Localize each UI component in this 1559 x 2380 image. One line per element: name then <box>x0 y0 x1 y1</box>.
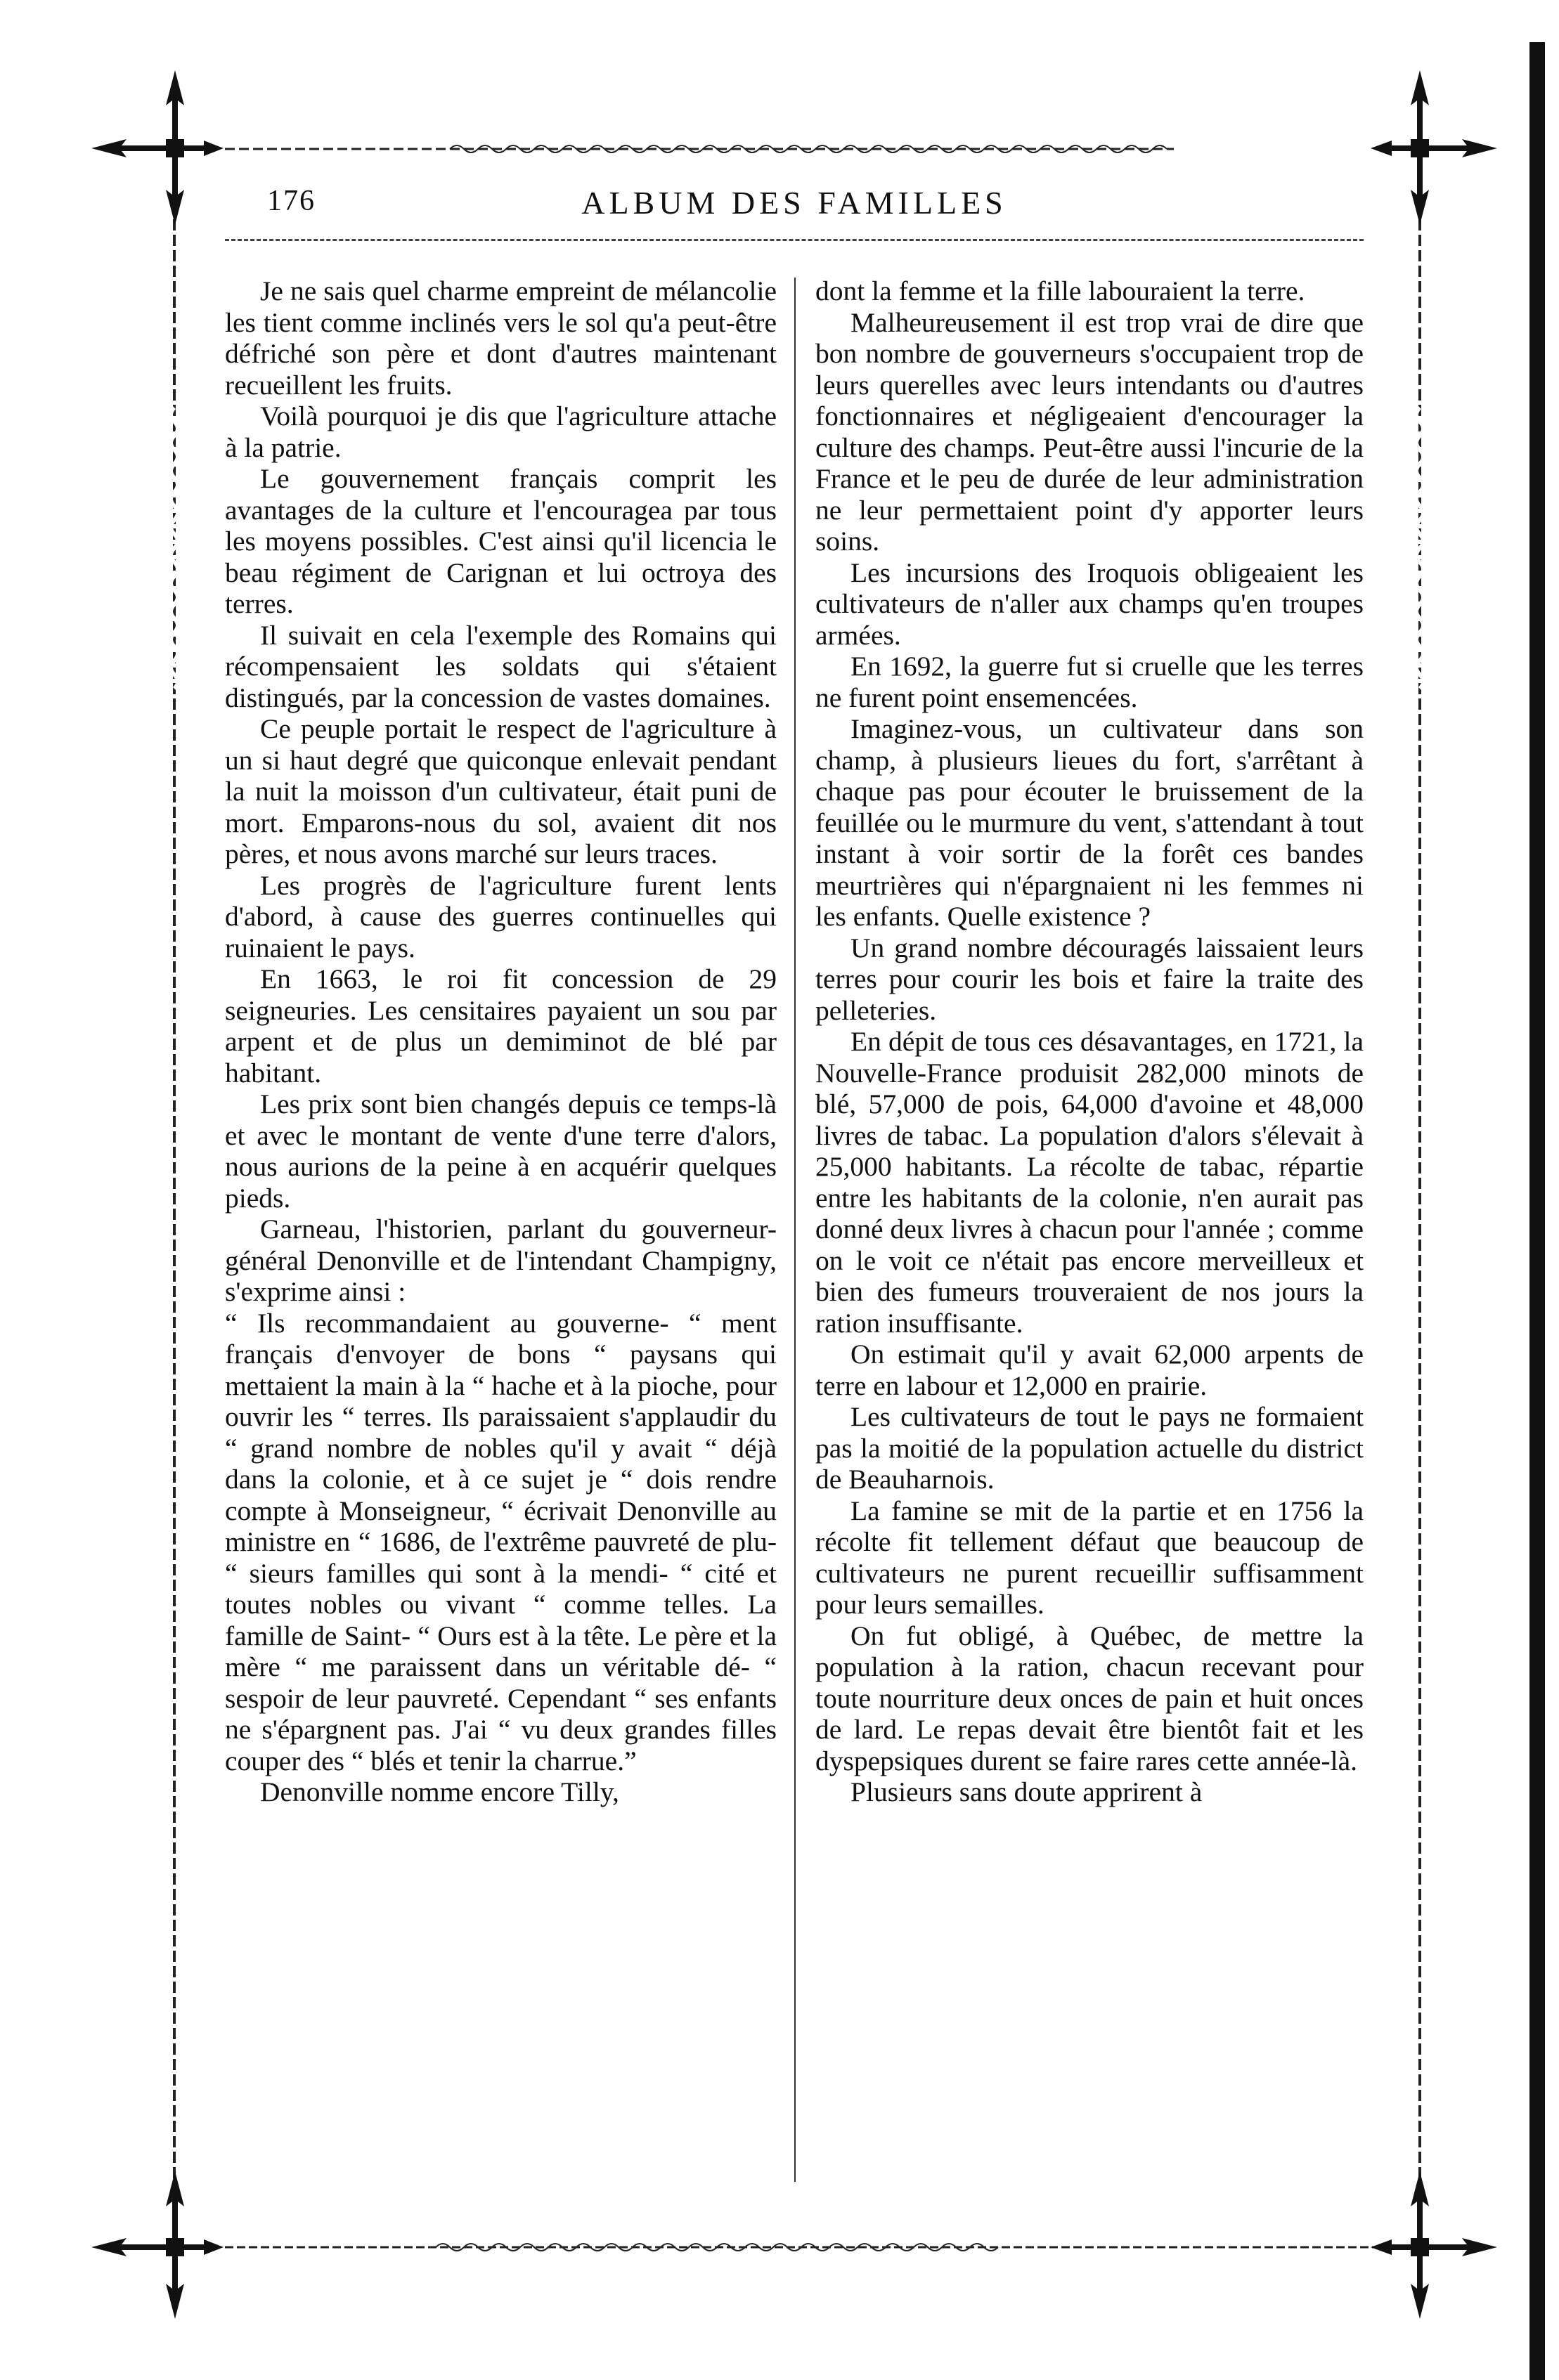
paragraph: En dépit de tous ces désavantages, en 1721, la Nouvelle-France produisit 282,000 minots de blé, 57,000 de pois, 64,000 d'avoine et 48,000 livres de tabac. La population d'alors s'élevait à 25,000 habitants. La récolte de tabac, répartie entre les habitants de la colonie, n'en aurait pas donné deux livres à chacun pour l'année ; comme on le voit ce n'était pas encore merveilleux et bien des fumeurs trouveraient de nos jours la ration insuffisante. <box>815 1026 1364 1339</box>
paragraph: Les incursions des Iroquois obligeaient les cultivateurs de n'aller aux champs qu'en troupes armées. <box>815 557 1364 651</box>
paragraph: Les progrès de l'agriculture furent lents d'abord, à cause des guerres continuelles qui ruinaient le pays. <box>225 869 777 963</box>
paragraph: On fut obligé, à Québec, de mettre la population à la ration, chacun recevant pour toute nourriture deux onces de pain et huit onces de lard. Le repas devait être bientôt fait et les dyspepsiques durent se faire rares cette année-là. <box>815 1620 1364 1776</box>
paragraph: Il suivait en cela l'exemple des Romains qui récompensaient les soldats qui s'étaient distingués, par la concession de vastes domaines. <box>225 619 777 713</box>
paragraph: Un grand nombre découragés laissaient leurs terres pour courir les bois et faire la traite des pelleteries. <box>815 932 1364 1026</box>
paragraph: Garneau, l'historien, parlant du gouverneur-général Denonville et de l'intendant Champigny, s'exprime ainsi : <box>225 1214 777 1307</box>
paragraph: On estimait qu'il y avait 62,000 arpents de terre en labour et 12,000 en prairie. <box>815 1339 1364 1401</box>
paragraph: Plusieurs sans doute apprirent à <box>850 1776 1203 1807</box>
paragraph: Malheureusement il est trop vrai de dire que bon nombre de gouverneurs s'occupaient trop de leurs querelles avec leurs intendants ou d'autres fonctionnaires et négligeaient d'encourager la culture des champs. Peut-être aussi l'incurie de la France et le peu de durée de leur administration ne leur permettaient point d'y apporter leurs soins. <box>815 306 1364 557</box>
paragraph: Les cultivateurs de tout le pays ne formaient pas la moitié de la population actuelle du district de Beauharnois. <box>815 1401 1364 1495</box>
paragraph: En 1692, la guerre fut si cruelle que les terres ne furent point ensemencées. <box>815 651 1364 713</box>
corner-ornament-top-left <box>91 70 224 225</box>
paragraph: Je ne sais quel charme empreint de mélancolie les tient comme inclinés vers le sol qu'a peut-être défriché son père et dont d'autres maintenant recueillent les fruits. <box>225 275 777 401</box>
paragraph: Denonville nomme encore Tilly, <box>260 1776 619 1807</box>
paragraph: La famine se mit de la partie et en 1756 la récolte fit tellement défaut que beaucoup de cultivateurs ne purent recueillir suffisamment pour leurs semailles. <box>815 1495 1364 1620</box>
header-rule <box>225 239 1364 241</box>
page-number: 176 <box>267 185 316 217</box>
paragraph: Le gouvernement français comprit les avantages de la culture et l'encouragea par tous les moyens possibles. C'est ainsi qu'il licencia le beau régiment de Carignan et lui octroya des terres. <box>225 463 777 619</box>
corner-ornament-bottom-left <box>91 2171 224 2319</box>
paragraph: Les prix sont bien changés depuis ce temps-là et avec le montant de vente d'une terre d'alors, nous aurions de la peine à en acquérir quelques pieds. <box>225 1088 777 1214</box>
page-header <box>211 184 1378 233</box>
paragraph-continued: dont la femme et la fille labouraient la terre. <box>815 275 1305 306</box>
paragraph: Voilà pourquoi je dis que l'agriculture attache à la patrie. <box>225 401 777 463</box>
right-column <box>815 275 1364 2152</box>
paragraph: Ce peuple portait le respect de l'agriculture à un si haut degré que quiconque enlevait pendant la nuit la moisson d'un cultivateur, était puni de mort. Emparons-nous du sol, avaient dit nos pères, et nous avons marché sur leurs traces. <box>225 713 777 869</box>
corner-ornament-bottom-right <box>1371 2171 1497 2319</box>
column-divider <box>794 278 796 2182</box>
paragraph: En 1663, le roi fit concession de 29 seigneuries. Les censitaires payaient un sou par arpent et de plus un demiminot de blé par habitant. <box>225 963 777 1088</box>
paragraph: Imaginez-vous, un cultivateur dans son champ, à plusieurs lieues du fort, s'arrêtant à chaque pas pour écouter le bruissement de la feuillée ou le murmure du vent, s'attendant à tout instant à voir sortir de la forêt ces bandes meurtrières qui n'épargnaient ni les femmes ni les enfants. Quelle existence ? <box>815 713 1364 932</box>
running-title: ALBUM DES FAMILLES <box>581 185 1007 221</box>
corner-ornament-top-right <box>1371 70 1497 225</box>
quotation: “ Ils recommandaient au gouverne- “ ment français d'envoyer de bons “ paysans qui mettaient la main à la “ hache et à la pioche, pour ouvrir les “ terres. Ils paraissaient s'applaudir du “ grand nombre de nobles qu'il y avait “ déjà dans la colonie, et à ce sujet je “ dois rendre compte à Monseigneur, “ écrivait Denonville au ministre en “ 1686, de l'extrême pauvreté de plu- “ sieurs familles qui sont à la mendi- “ cité et toutes nobles ou vivant “ comme telles. La famille de Saint- “ Ours est à la tête. Le père et la mère “ me paraissent dans un véritable dé- “ sespoir de leur pauvreté. Cependant “ ses enfants ne s'épargnent pas. J'ai “ vu deux grandes filles couper des “ blés et tenir la charrue.” <box>225 1307 777 1776</box>
left-column <box>225 275 777 2152</box>
